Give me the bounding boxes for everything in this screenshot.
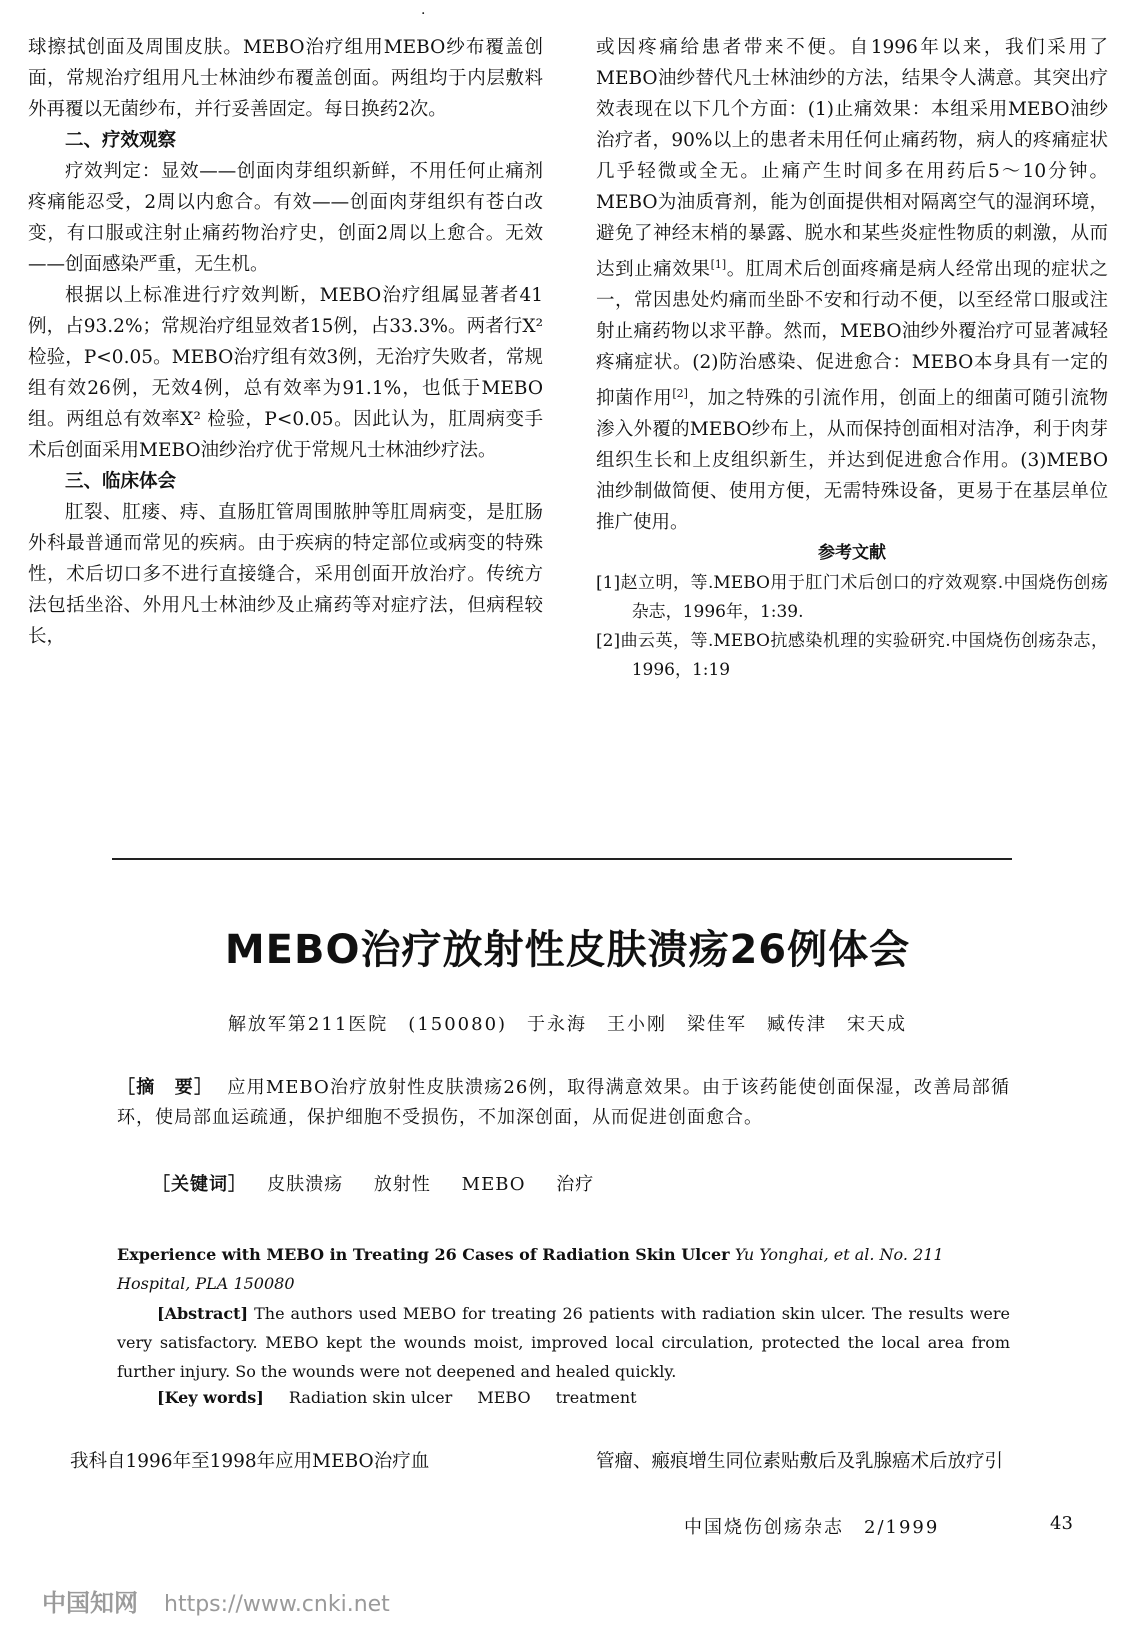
abstract-en — [117, 1299, 1010, 1386]
citation-1[interactable]: [1] — [710, 258, 727, 271]
left-paragraph-1: 球擦拭创面及周围皮肤。MEBO治疗组用MEBO纱布覆盖创面，常规治疗组用凡士林油纱布覆盖创面。两组均于内层敷料外再覆以无菌纱布，并行妥善固定。每日换药2次。 — [28, 37, 543, 120]
abstract-label: ［摘 要］ — [117, 1077, 214, 1098]
reference-2: [2]曲云英，等.MEBO抗感染机理的实验研究.中国烧伤创疡杂志，1996，1:19 — [596, 631, 1108, 681]
right-text-a: 或因疼痛给患者带来不便。自1996年以来，我们采用了MEBO油纱替代凡士林油纱的方法，结果令人满意。其突出疗效表现在以下几个方面：(1)止痛效果：本组采用MEBO油纱治疗者，90%以上的患者未用任何止痛药物，病人的疼痛症状几乎轻微或全无。止痛产生时间多在用药后5～10分钟。MEBO为油质膏剂，能为创面提供相对隔离空气的湿润环境，避免了神经末梢的暴露、脱水和某些炎症性物质的刺激，从而达到止痛效果 — [596, 37, 1108, 281]
abstract-cn — [117, 1073, 1010, 1133]
left-paragraph-3: 根据以上标准进行疗效判断，MEBO治疗组属显著者41例，占93.2%；常规治疗组显效者15例，占33.3%。两者行X² 检验，P<0.05。MEBO治疗组有效3例，无治疗失败者，常规组有效26例，无效4例，总有效率为91.1%，也低于MEBO组。两组总有效率X² 检验，P<0.05。因此认为，肛周病变手术后创面采用MEBO油纱治疗优于常规凡士林油纱疗法。 — [28, 285, 543, 461]
keyword-item: 治疗 — [556, 1174, 595, 1195]
citation-2[interactable]: [2] — [672, 387, 688, 401]
article-authors: 解放军第211医院 (150080) 于永海 王小刚 梁佳军 臧传津 宋天成 — [227, 1014, 908, 1035]
keywords-cn — [152, 1170, 618, 1196]
page-number: 43 — [1050, 1513, 1073, 1534]
english-keywords-label: [Key words] — [157, 1388, 264, 1407]
top-mark: · — [421, 6, 426, 22]
english-title-block — [117, 1240, 1010, 1298]
english-abstract-label: [Abstract] — [157, 1304, 249, 1323]
right-text-b: 。肛周术后创面疼痛是病人经常出现的症状之一，常因患处灼痛而坐卧不安和行动不便，以至经常口服或注射止痛药物以求平静。然而，MEBO油纱外覆治疗可显著减轻疼痛症状。(2)防治感染、促进愈合：MEBO本身具有一定的抑菌作用 — [596, 259, 1108, 410]
section-title-2: 二、疗效观察 — [65, 130, 177, 151]
body-text-left: 我科自1996年至1998年应用MEBO治疗血 — [70, 1451, 430, 1472]
cnki-watermark — [42, 1583, 390, 1618]
left-paragraph-4: 肛裂、肛瘘、痔、直肠肛管周围脓肿等肛周病变，是肛肠外科最普通而常见的疾病。由于疾病的特定部位或病变的特殊性，术后切口多不进行直接缝合，采用创面开放治疗。传统方法包括坐浴、外用凡士林油纱及止痛药等对症疗法，但病程较长， — [28, 502, 543, 647]
keyword-item: 放射性 — [373, 1174, 431, 1195]
keywords-label: ［关键词］ — [152, 1174, 247, 1195]
keyword-item: 皮肤溃疡 — [267, 1174, 344, 1195]
article-title: MEBO治疗放射性皮肤溃疡26例体会 — [224, 927, 911, 973]
left-paragraph-2: 疗效判定：显效——创面肉芽组织新鲜，不用任何止痛剂疼痛能忍受，2周以内愈合。有效——创面肉芽组织有苍白改变，有口服或注射止痛药物治疗史，创面2周以上愈合。无效——创面感染严重，无生机。 — [28, 161, 543, 275]
right-column — [596, 32, 1108, 685]
english-abstract-text: The authors used MEBO for treating 26 patients with radiation skin ulcer. The results were very satisfactory. MEBO kept the wounds moist, improved local circulation, protected the local area from further injury. So the wounds were not deepened and healed quickly. — [117, 1304, 1010, 1381]
right-paragraph-1 — [596, 32, 1108, 538]
reference-1: [1]赵立明，等.MEBO用于肛门术后创口的疗效观察.中国烧伤创疡杂志，1996年，1:39. — [596, 573, 1108, 623]
english-authors: Yu Yonghai, et al. No. 211 Hospital, PLA 150080 — [117, 1245, 944, 1293]
watermark-brand: 中国知网 — [42, 1589, 138, 1617]
left-column — [28, 32, 543, 652]
footer-journal: 中国烧伤创疡杂志 2/1999 — [684, 1517, 940, 1538]
keyword-item: MEBO — [461, 1174, 526, 1195]
english-title: Experience with MEBO in Treating 26 Cases of Radiation Skin Ulcer — [117, 1245, 730, 1264]
watermark-url[interactable]: https://www.cnki.net — [164, 1592, 390, 1617]
keywords-en — [157, 1388, 637, 1407]
abstract-text: 应用MEBO治疗放射性皮肤溃疡26例，取得满意效果。由于该药能使创面保湿，改善局部循环，使局部血运疏通，保护细胞不受损伤，不加深创面，从而促进创面愈合。 — [117, 1077, 1010, 1128]
english-keyword: MEBO — [477, 1388, 531, 1407]
references-title: 参考文献 — [818, 543, 886, 564]
english-keyword: Radiation skin ulcer — [288, 1388, 453, 1407]
section-divider — [112, 858, 1012, 860]
english-keyword: treatment — [555, 1388, 637, 1407]
body-text-right: 管瘤、瘢痕增生同位素贴敷后及乳腺癌术后放疗引 — [596, 1451, 1004, 1472]
right-text-c: ，加之特殊的引流作用，创面上的细菌可随引流物渗入外覆的MEBO纱布上，从而保持创面相对洁净，利于肉芽组织生长和上皮组织新生，并达到促进愈合作用。(3)MEBO油纱制做简便、使用方便，无需特殊设备，更易于在基层单位推广使用。 — [596, 388, 1108, 534]
section-title-3: 三、临床体会 — [65, 471, 177, 492]
